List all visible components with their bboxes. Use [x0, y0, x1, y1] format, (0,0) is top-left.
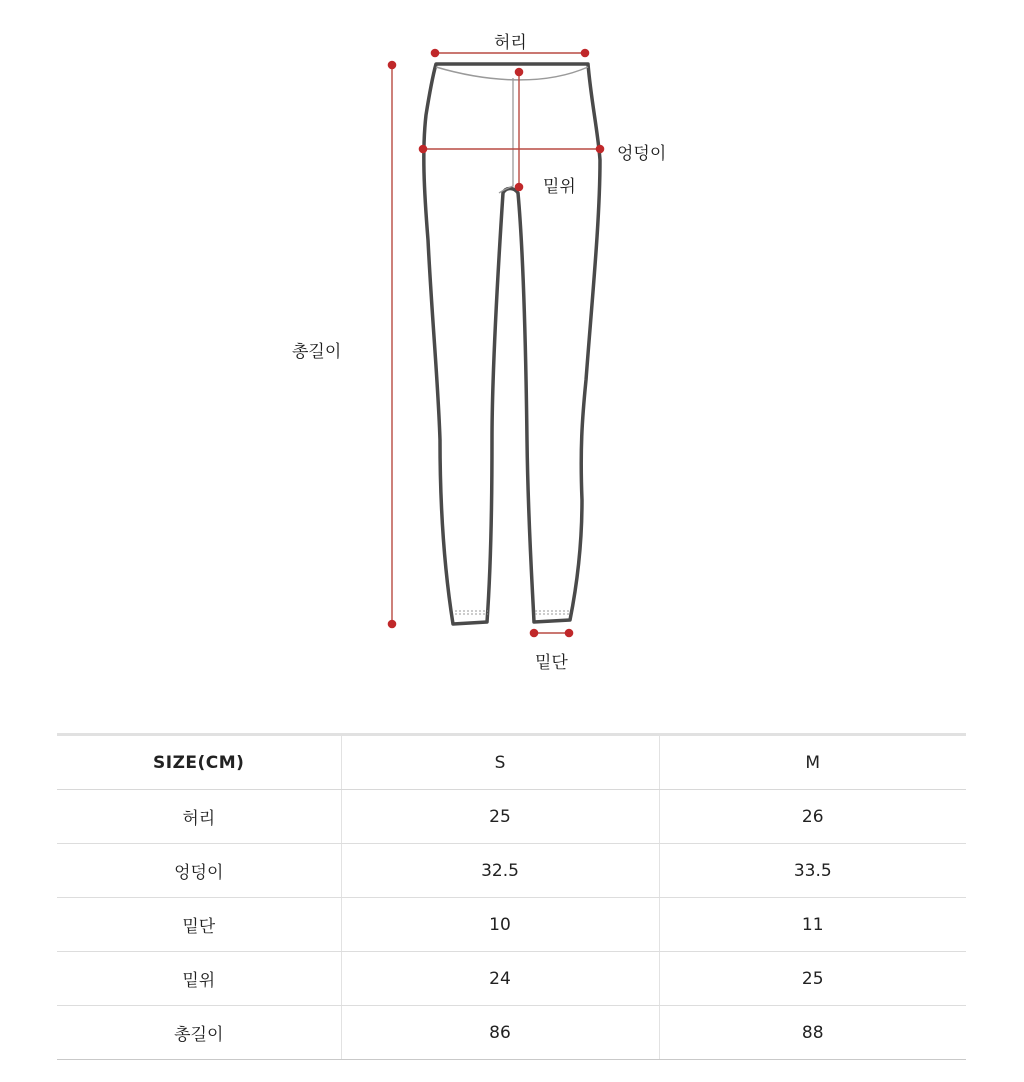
table-row	[57, 898, 966, 952]
cell-value: 32.5	[341, 844, 659, 898]
rise-dot-bottom	[515, 183, 524, 192]
row-label: 밑위	[57, 952, 341, 1006]
cell-value: 25	[341, 790, 659, 844]
cell-value: 26	[659, 790, 966, 844]
size-header-label: SIZE(CM)	[57, 735, 341, 790]
cell-value: 33.5	[659, 844, 966, 898]
hem-stitch-left	[455, 611, 488, 614]
total-length-label: 총길이	[292, 342, 342, 362]
leggings-outline	[424, 64, 600, 624]
cell-value: 10	[341, 898, 659, 952]
hem-label: 밑단	[535, 653, 568, 673]
size-header-m: M	[659, 735, 966, 790]
table-header-row	[57, 735, 966, 790]
total-length-dot-top	[388, 61, 397, 70]
waist-label: 허리	[494, 33, 527, 53]
waist-dot-left	[431, 49, 440, 58]
center-seam	[499, 78, 513, 193]
table-row	[57, 1006, 966, 1060]
row-label: 엉덩이	[57, 844, 341, 898]
cell-value: 86	[341, 1006, 659, 1060]
hip-label: 엉덩이	[617, 144, 667, 164]
hem-stitch-right	[535, 611, 569, 614]
table-row	[57, 790, 966, 844]
cell-value: 24	[341, 952, 659, 1006]
cell-value: 88	[659, 1006, 966, 1060]
table-row	[57, 844, 966, 898]
waistband-line	[436, 67, 588, 80]
hip-dot-right	[596, 145, 605, 154]
rise-dot-top	[515, 68, 524, 77]
waist-dot-right	[581, 49, 590, 58]
size-table	[57, 733, 966, 1060]
total-length-dot-bottom	[388, 620, 397, 629]
row-label: 총길이	[57, 1006, 341, 1060]
hip-dot-left	[419, 145, 428, 154]
size-header-s: S	[341, 735, 659, 790]
leggings-body	[424, 64, 600, 624]
row-label: 밑단	[57, 898, 341, 952]
cell-value: 25	[659, 952, 966, 1006]
hem-dot-left	[530, 629, 539, 638]
table-row	[57, 952, 966, 1006]
rise-label: 밑위	[543, 177, 576, 197]
row-label: 허리	[57, 790, 341, 844]
hem-dot-right	[565, 629, 574, 638]
cell-value: 11	[659, 898, 966, 952]
